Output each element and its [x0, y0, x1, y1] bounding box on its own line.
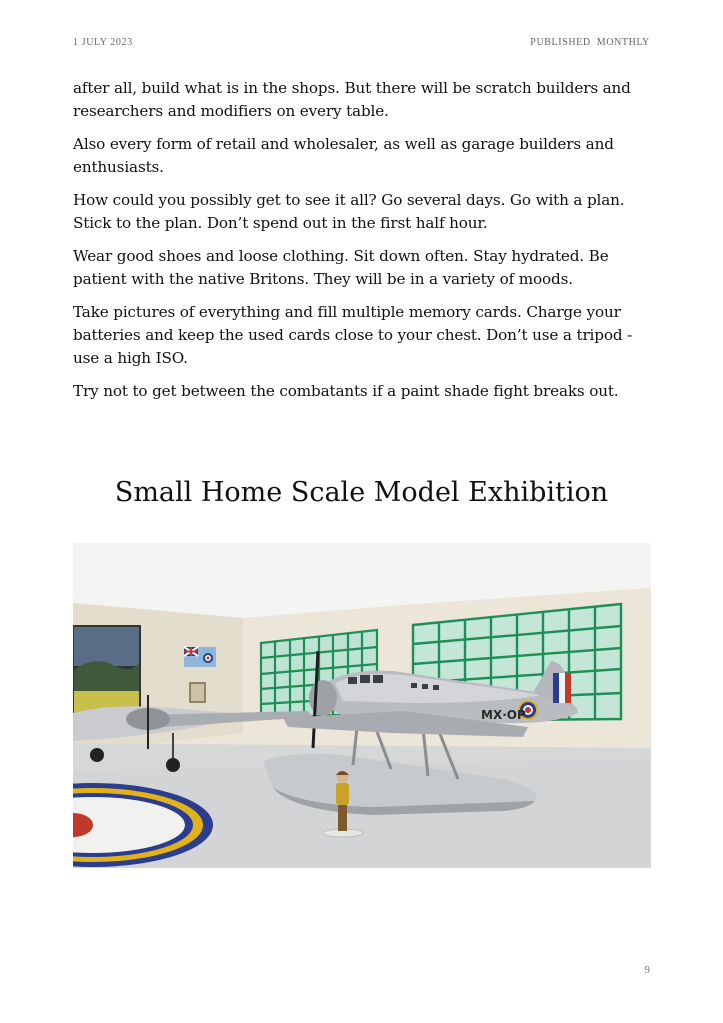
section-title: Small Home Scale Model Exhibition: [114, 477, 609, 509]
paragraph: Take pictures of everything and fill multiple memory cards. Charge your batteries and keep the used cards close to your chest. Don’t use a tripod - use a high ISO.: [73, 303, 633, 367]
issue-date: 1 JULY 2023: [73, 37, 133, 48]
article-body: [73, 77, 653, 413]
page-number: 9: [644, 964, 650, 976]
paragraph: How could you possibly get to see it all? Go several days. Go with a plan. Stick to the plan. Don’t spend out in the first half hour.: [73, 191, 625, 232]
paragraph: after all, build what is in the shops. But there will be scratch builders and researchers and modifiers on every table.: [73, 79, 631, 120]
paragraph: Also every form of retail and wholesaler, as well as garage builders and enthusiasts.: [73, 135, 614, 176]
exhibition-photo: [73, 543, 651, 868]
aircraft-code: MX·OP: [481, 708, 526, 722]
page-header: [73, 37, 650, 51]
raf-flag-icon: [184, 647, 216, 667]
publication-frequency: PUBLISHED MONTHLY: [530, 37, 650, 48]
paragraph: Wear good shoes and loose clothing. Sit down often. Stay hydrated. Be patient with the native Britons. They will be in a variety of moods.: [73, 247, 609, 288]
paragraph: Try not to get between the combatants if a paint shade fight breaks out.: [73, 382, 619, 400]
